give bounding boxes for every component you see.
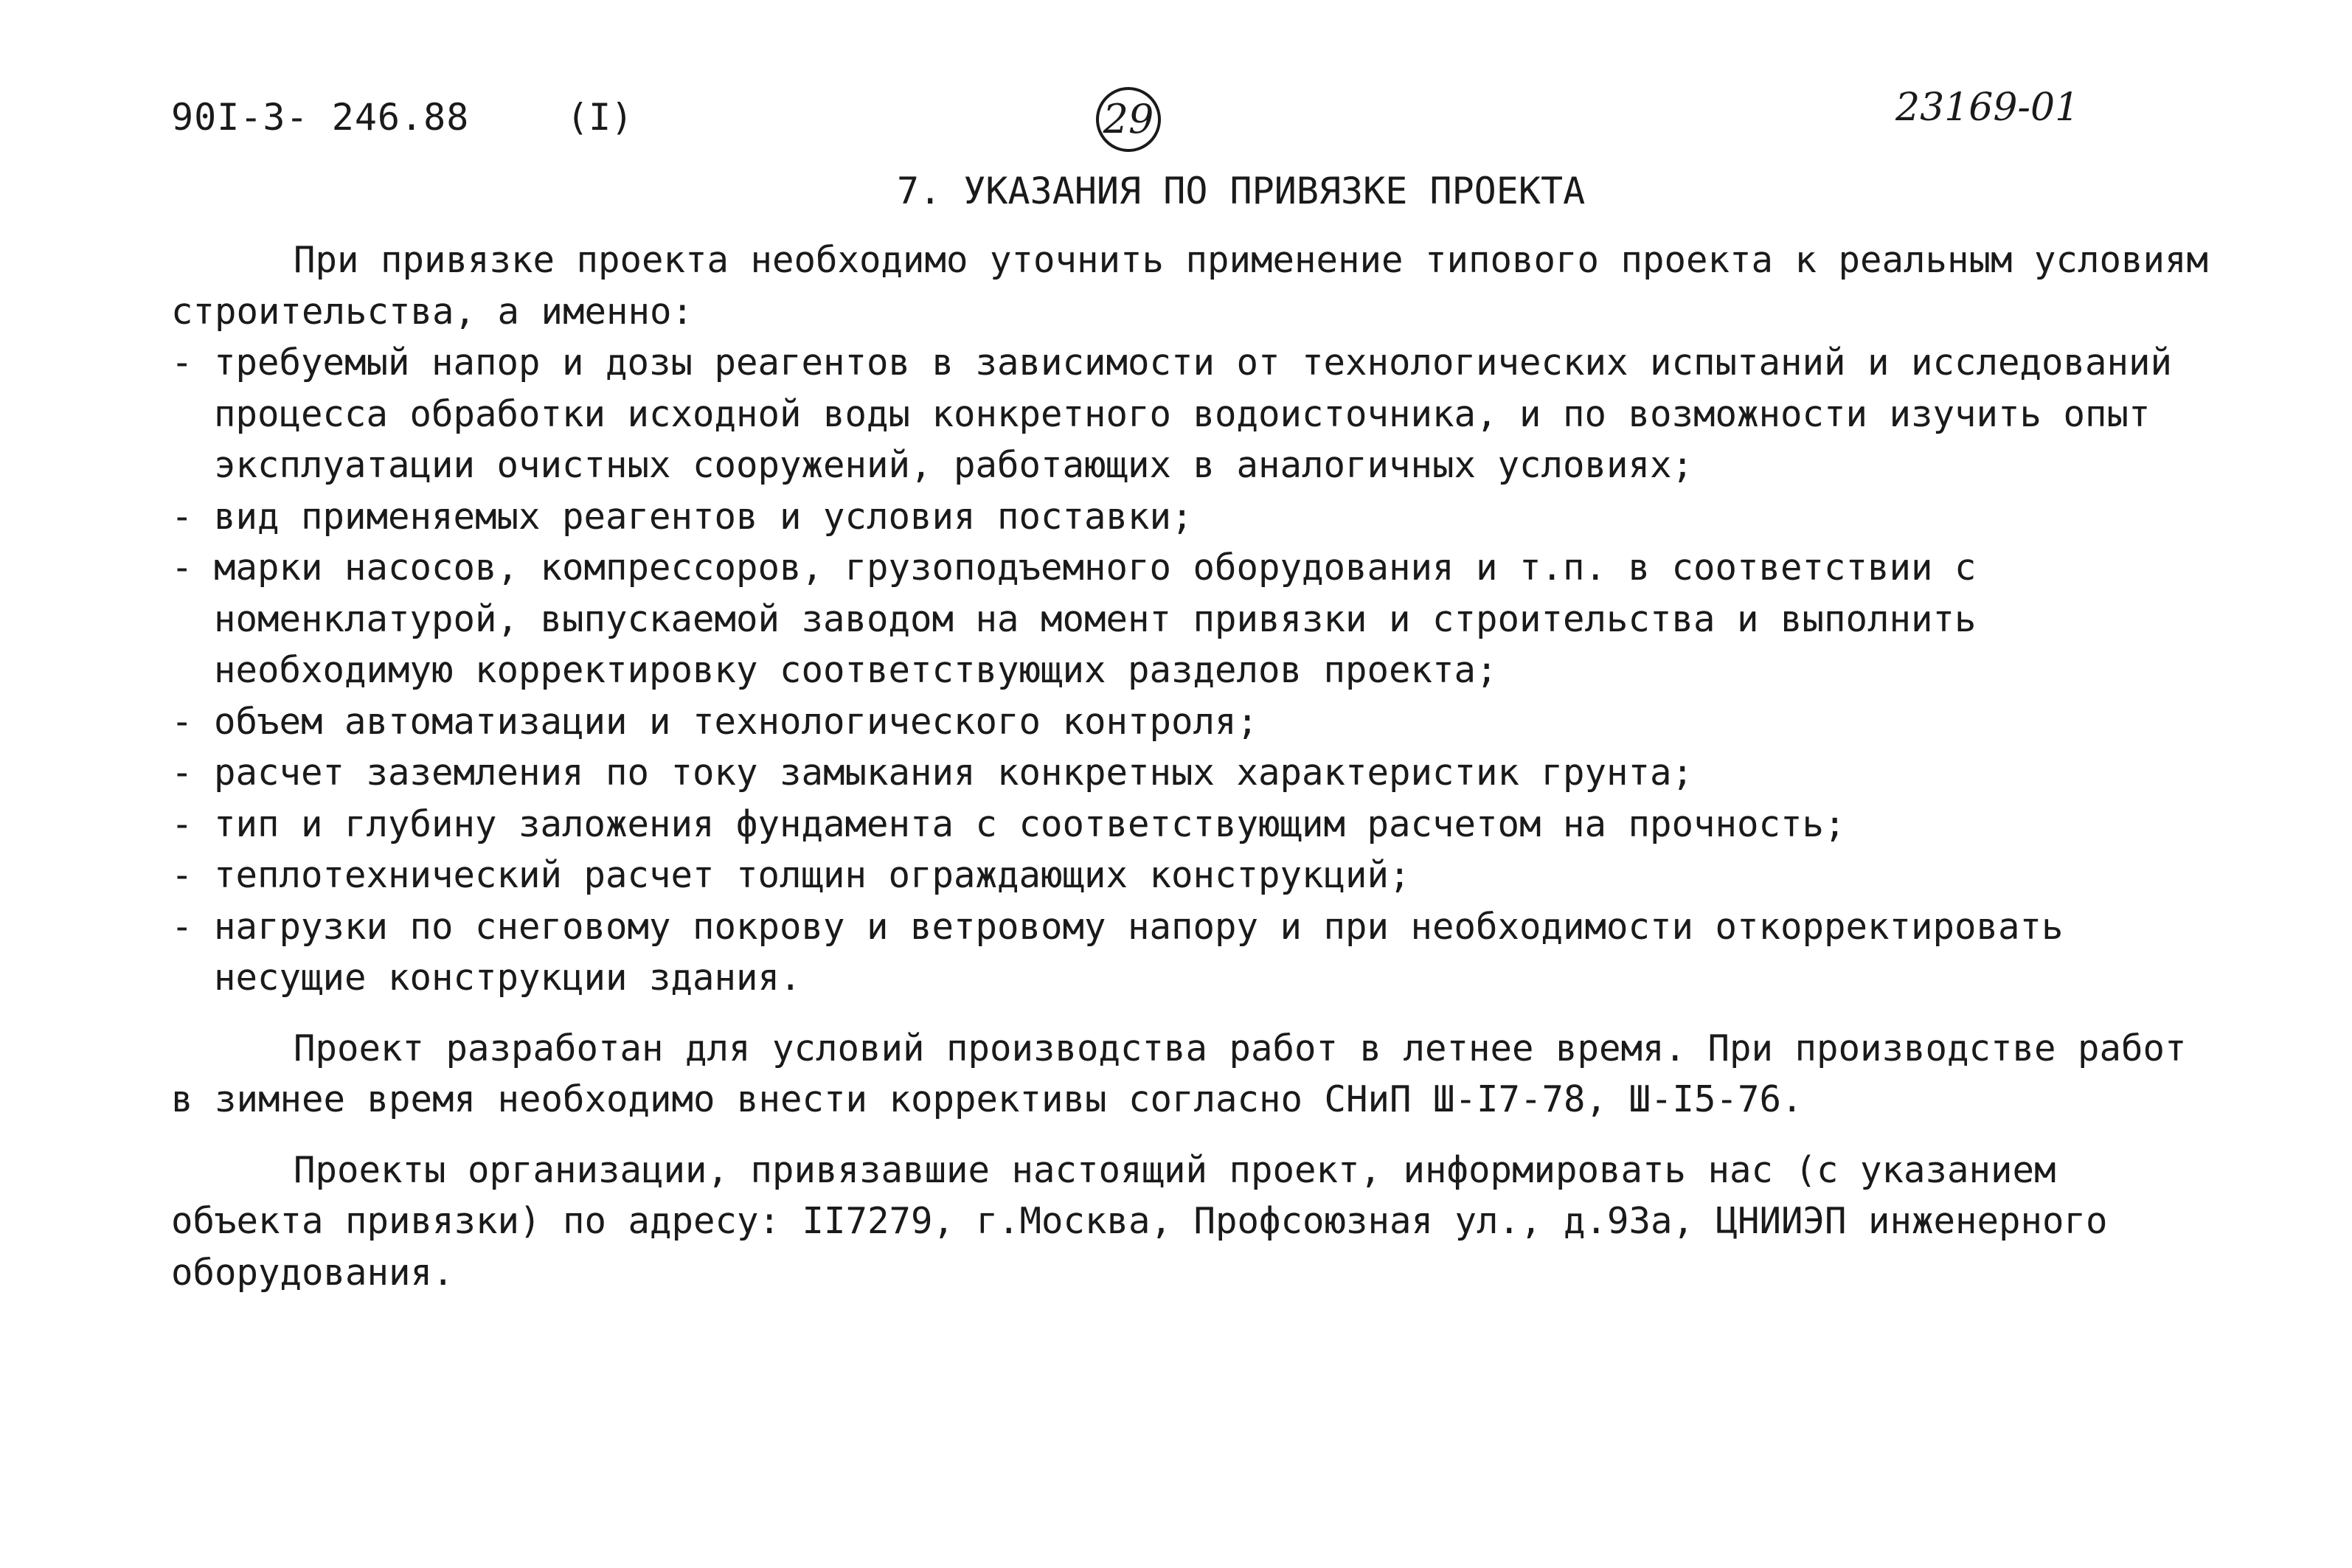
- list-item: [171, 799, 2221, 850]
- list-item-text: теплотехнический расчет толщин ограждающих конструкций;: [214, 854, 1411, 896]
- document-code: 90I-3- 246.88: [171, 96, 470, 139]
- list-dash: -: [171, 905, 193, 948]
- list-item: [171, 337, 2221, 491]
- list-item-text: марки насосов, компрессоров, грузоподъемного оборудования и т.п. в соответствии с номенклатурой, выпускаемой заводом на момент привязки и строительства и выполнить необходимую корректировку соответствующих разделов проекта;: [214, 547, 1977, 691]
- archive-number: 23169-01: [1895, 86, 2080, 130]
- contact-note-paragraph: Проекты организации, привязавшие настоящий проект, информировать нас (с указанием объекта привязки) по адресу: II7279, г.Москва, Профсоюзная ул., д.93а, ЦНИИЭП инженерного оборудования.: [171, 1148, 2108, 1294]
- list-item-text: нагрузки по снеговому покрову и ветровому напору и при необходимости откорректировать несущие конструкции здания.: [214, 905, 2064, 999]
- section-title: 7. УКАЗАНИЯ ПО ПРИВЯЗКЕ ПРОЕКТА: [897, 170, 1586, 212]
- list-item-text: требуемый напор и дозы реагентов в зависимости от технологических испытаний и исследований процесса обработки исходной воды конкретного водоисточника, и по возможности изучить опыт эксплуатации очистных сооружений, работающих в аналогичных условиях;: [214, 341, 2173, 486]
- list-dash: -: [171, 341, 193, 384]
- list-item: [171, 696, 2221, 748]
- list-item: [171, 747, 2221, 799]
- list-item-text: тип и глубину заложения фундамента с соответствующим расчетом на прочность;: [214, 802, 1846, 845]
- list-dash: -: [171, 495, 193, 538]
- list-dash: -: [171, 752, 193, 794]
- list-item-text: расчет заземления по току замыкания конкретных характеристик грунта;: [214, 752, 1694, 794]
- list-dash: -: [171, 700, 193, 743]
- list-item: [171, 542, 2221, 696]
- list-item: [171, 850, 2221, 901]
- list-item-text: объем автоматизации и технологического контроля;: [214, 700, 1259, 743]
- sheet-number: (I): [566, 96, 634, 139]
- list-item: [171, 901, 2221, 1004]
- list-dash: -: [171, 547, 193, 589]
- list-dash: -: [171, 854, 193, 896]
- document-body: [171, 235, 2221, 1298]
- requirements-list: [171, 337, 2221, 1004]
- page-number-circle: 29: [1096, 87, 1161, 152]
- winter-note-paragraph: Проект разработан для условий производства работ в летнее время. При производстве работ в зимнее время необходимо внести коррективы согласно СНиП Ш-I7-78, Ш-I5-76.: [171, 1027, 2187, 1120]
- list-item: [171, 491, 2221, 543]
- list-item-text: вид применяемых реагентов и условия поставки;: [214, 495, 1193, 538]
- list-dash: -: [171, 802, 193, 845]
- intro-paragraph: При привязке проекта необходимо уточнить применение типового проекта к реальным условиям строительства, а именно:: [171, 239, 2209, 333]
